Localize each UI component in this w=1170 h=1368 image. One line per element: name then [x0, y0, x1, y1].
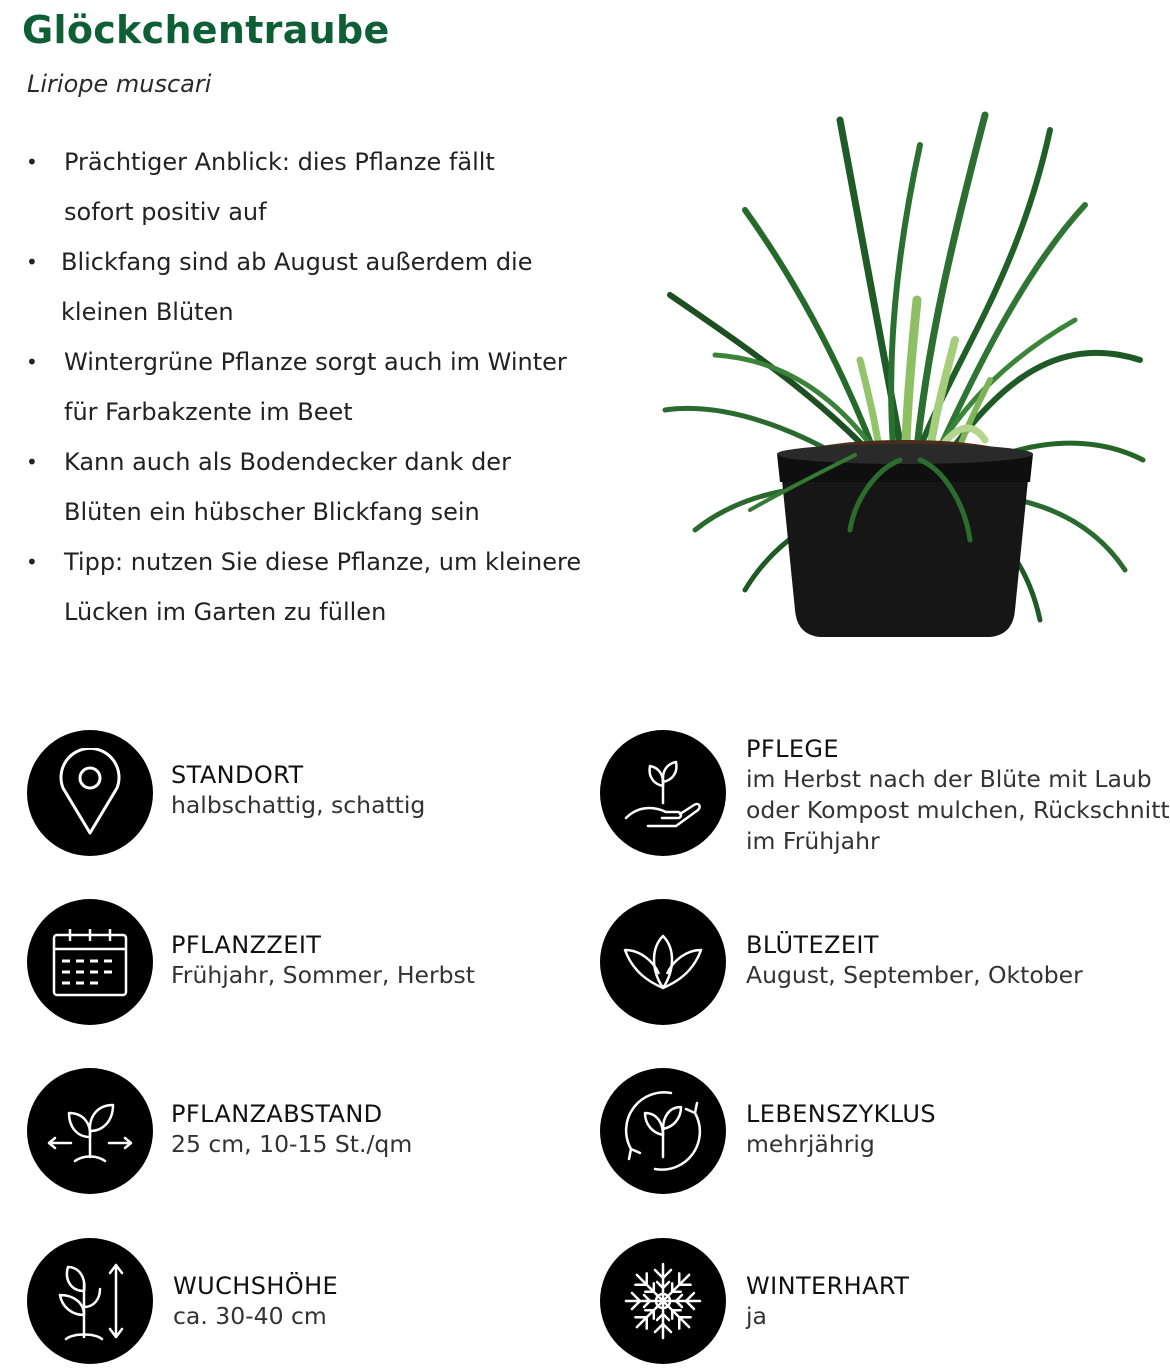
bullet-line: Wintergrüne Pflanze sorgt auch im Winter [64, 348, 567, 376]
bullet-dot: • [26, 450, 38, 474]
feature-wuchshoehe [27, 1238, 567, 1368]
feature-bluetezeit [600, 899, 1170, 1029]
sprout-spacing-icon [27, 1068, 153, 1194]
bullet-line: Blüten ein hübscher Blickfang sein [64, 497, 480, 526]
feature-pflege [600, 730, 1170, 860]
lotus-flower-icon [600, 899, 726, 1025]
bullet-line: sofort positiv auf [64, 197, 267, 226]
bullet-item [24, 538, 604, 637]
bullet-line: für Farbakzente im Beet [64, 397, 353, 426]
feature-label: WUCHSHÖHE [173, 1272, 339, 1300]
feature-value: August, September, Oktober [746, 961, 1083, 989]
feature-winterhart [600, 1238, 1170, 1368]
page-title: Glöckchentraube [22, 8, 390, 52]
feature-label: PFLANZZEIT [171, 931, 322, 959]
bullet-dot: • [26, 350, 38, 374]
feature-label: BLÜTEZEIT [746, 931, 879, 959]
bullet-line: Lücken im Garten zu füllen [64, 597, 387, 626]
bullet-dot: • [26, 550, 38, 574]
snowflake-icon [600, 1238, 726, 1364]
bullet-line: kleinen Blüten [61, 297, 234, 326]
feature-value: im Herbst nach der Blüte mit Laub [746, 765, 1152, 793]
feature-label: PFLEGE [746, 735, 839, 763]
feature-value: im Frühjahr [746, 827, 880, 855]
bullet-item [24, 138, 604, 237]
feature-label: LEBENSZYKLUS [746, 1100, 936, 1128]
potted-plant-image [655, 110, 1155, 650]
sprout-cycle-icon [600, 1068, 726, 1194]
bullet-dot: • [26, 150, 38, 174]
bullet-line: Kann auch als Bodendecker dank der [64, 448, 511, 476]
bullet-line: Prächtiger Anblick: dies Pflanze fällt [64, 148, 495, 176]
feature-value: ja [746, 1302, 767, 1330]
bullet-item [24, 338, 604, 437]
feature-label: WINTERHART [746, 1272, 910, 1300]
location-pin-icon [27, 730, 153, 856]
feature-bullet-list [24, 138, 604, 638]
feature-label: STANDORT [171, 761, 304, 789]
feature-value: mehrjährig [746, 1130, 875, 1158]
feature-lebenszyklus [600, 1068, 1170, 1198]
bullet-item [24, 438, 604, 537]
calendar-icon [27, 899, 153, 1025]
bullet-line: Tipp: nutzen Sie diese Pflanze, um kleinere [64, 548, 582, 576]
plant-in-hand-icon [600, 730, 726, 856]
bullet-item [24, 238, 604, 337]
feature-value: halbschattig, schattig [171, 791, 426, 819]
botanical-name: Liriope muscari [27, 70, 212, 98]
feature-value: 25 cm, 10-15 St./qm [171, 1130, 413, 1158]
feature-pflanzabstand [27, 1068, 567, 1198]
feature-label: PFLANZABSTAND [171, 1100, 383, 1128]
feature-standort [27, 730, 567, 860]
bullet-line: Blickfang sind ab August außerdem die [61, 248, 533, 276]
feature-value: ca. 30-40 cm [173, 1302, 327, 1330]
feature-pflanzzeit [27, 899, 567, 1029]
feature-value: oder Kompost mulchen, Rückschnitt [746, 796, 1170, 824]
growth-height-icon [27, 1238, 153, 1364]
bullet-dot: • [26, 250, 38, 274]
feature-value: Frühjahr, Sommer, Herbst [171, 961, 475, 989]
